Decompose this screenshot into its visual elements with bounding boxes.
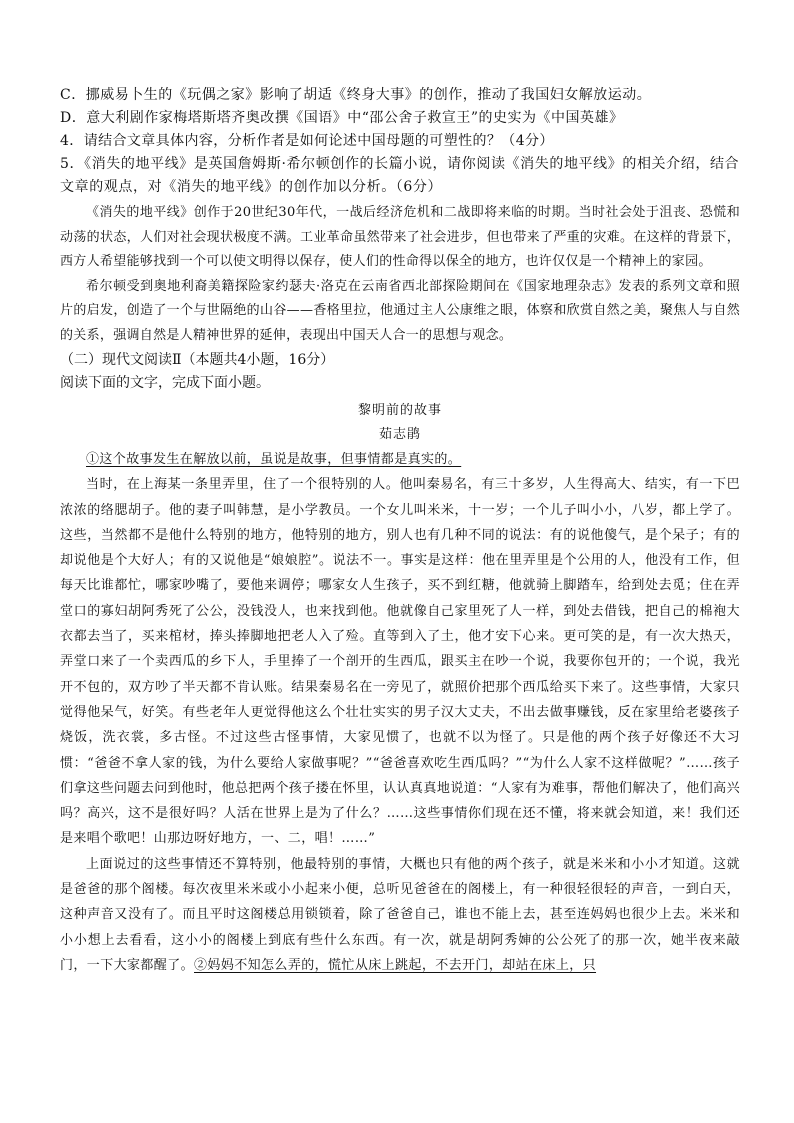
material-paragraph-2: 希尔顿受到奥地利裔美籍探险家约瑟夫·洛克在云南省西北部探险期间在《国家地理杂志》发表的系列文章和照片的启发，创造了一个与世隔绝的山谷——香格里拉，他通过主人公康维之眼，体察和欣赏自然之美，聚焦人与自然的关系，强调自然是人精神世界的延伸，表现出中国天人合一的思想与观念。: [60, 278, 740, 343]
question-4: 4．请结合文章具体内容，分析作者是如何论述中国母题的可塑性的？（4分）: [60, 133, 554, 149]
material-paragraph-1: 《消失的地平线》创作于20世纪30年代，一战后经济危机和二战即将来临的时期。当时社会处于沮丧、恐慌和动荡的状态，人们对社会现状极度不满。工业革命虽然带来了社会进步，但也带来了严重的灾难。在这样的背景下，西方人希望能够找到一个可以使文明得以保存，使人们的性命得以保全的地方，也许仅仅是一个精神上的家园。: [60, 205, 740, 269]
option-d: D．意大利剧作家梅塔斯塔齐奥改撰《国语》中“邵公舍子救宣王”的史实为《中国英雄》: [60, 110, 624, 126]
reading-instruction: 阅读下面的文字，完成下面小题。: [60, 375, 270, 391]
story-body: [60, 447, 740, 978]
reference-material: [60, 201, 740, 348]
story-title: 黎明前的故事: [357, 403, 442, 418]
story-paragraph-3: [60, 852, 740, 978]
option-c: C．挪威易卜生的《玩偶之家》影响了胡适《终身大事》的创作，推动了我国妇女解放运动。: [60, 87, 652, 103]
story-paragraph-1: [60, 447, 740, 472]
story-author: 茹志鹃: [378, 427, 421, 442]
section-heading: （二）现代文阅读Ⅱ（本题共4小题，16分）: [60, 352, 335, 368]
story-paragraph-3-text: 上面说过的这些事情还不算特别，他最特别的事情，大概也只有他的两个孩子，就是米米和小小才知道。这就是爸爸的那个阁楼。每次夜里米米或小小起来小便，总听见爸爸在的阁楼上，有一种很轻很轻的声音，一到白天，这种声音又没有了。而且平时这阁楼总用锁锁着，除了爸爸自己，谁也不能上去，甚至连妈妈也很少上去。米米和小小想上去看看，这小小的阁楼上到底有些什么东西。有一次，就是胡阿秀婶的公公死了的那一次，她半夜来敲门，一下大家都醒了。: [60, 856, 740, 973]
question-5: 5．《消失的地平线》是英国詹姆斯·希尔顿创作的长篇小说，请你阅读《消失的地平线》的相关介绍，结合文章的观点，对《消失的地平线》的创作加以分析。（6分）: [60, 156, 740, 195]
story-paragraph-2: 当时，在上海某一条里弄里，住了一个很特别的人。他叫秦易名，有三十多岁，人生得高大、结实，有一下巴浓浓的络腮胡子。他的妻子叫韩慧，是小学教员。一个女儿叫米米，十一岁；一个儿子叫小小，八岁，都上学了。这些，当然都不是他什么特别的地方，他特别的地方，别人也有几种不同的说法：有的说他傻气，是个呆子；有的却说他是个大好人；有的又说他是“娘娘腔”。说法不一。事实是这样：他在里弄里是个公用的人，他没有工作，但每天比谁都忙，哪家吵嘴了，要他来调停；哪家女人生孩子，买不到红糖，他就骑上脚踏车，给到处去觅；住在弄堂口的寡妇胡阿秀死了公公，没钱没人，也来找到他。他就像自己家里死了人一样，到处去借钱，把自己的棉袍大衣都去当了，买来棺材，捧头捧脚地把老人入了殓。直等到入了土，他才安下心来。更可笑的是，有一次大热天，弄堂口来了一个卖西瓜的乡下人，手里捧了一个剖开的生西瓜，跟买主在吵一个说，我要你包开的；一个说，我光开不包的，双方吵了半天都不肯认账。结果秦易名在一旁见了，就照价把那个西瓜给买下来了。这些事情，大家只觉得他呆气，好笑。有些老年人更觉得他这么个壮壮实实的男子汉大丈夫，不出去做事赚钱，反在家里给老婆孩子烧饭，洗衣裳，多古怪。不过这些古怪事情，大家见惯了，也就不以为怪了。只是他的两个孩子好像还不大习惯：“爸爸不拿人家的钱，为什么要给人家做事呢？”“爸爸喜欢吃生西瓜吗？”“为什么人家不这样做呢？”……孩子们拿这些问题去问到他时，他总把两个孩子搂在怀里，认认真真地说道：“人家有为难事，帮他们解决了，他们高兴吗？高兴，这不是很好吗？人活在世界上是为了什么？……这些事情你们现在还不懂，将来就会知道，来！我们还是来唱个歌吧！山那边呀好地方，一、二，唱！……”: [60, 477, 740, 847]
underlined-sentence-1: ①这个故事发生在解放以前，虽说是故事，但事情都是真实的。: [86, 452, 462, 467]
underlined-sentence-2: ②妈妈不知怎么弄的，慌忙从床上跳起，不去开门，却站在床上，只: [194, 957, 597, 973]
exam-page: [60, 84, 740, 978]
